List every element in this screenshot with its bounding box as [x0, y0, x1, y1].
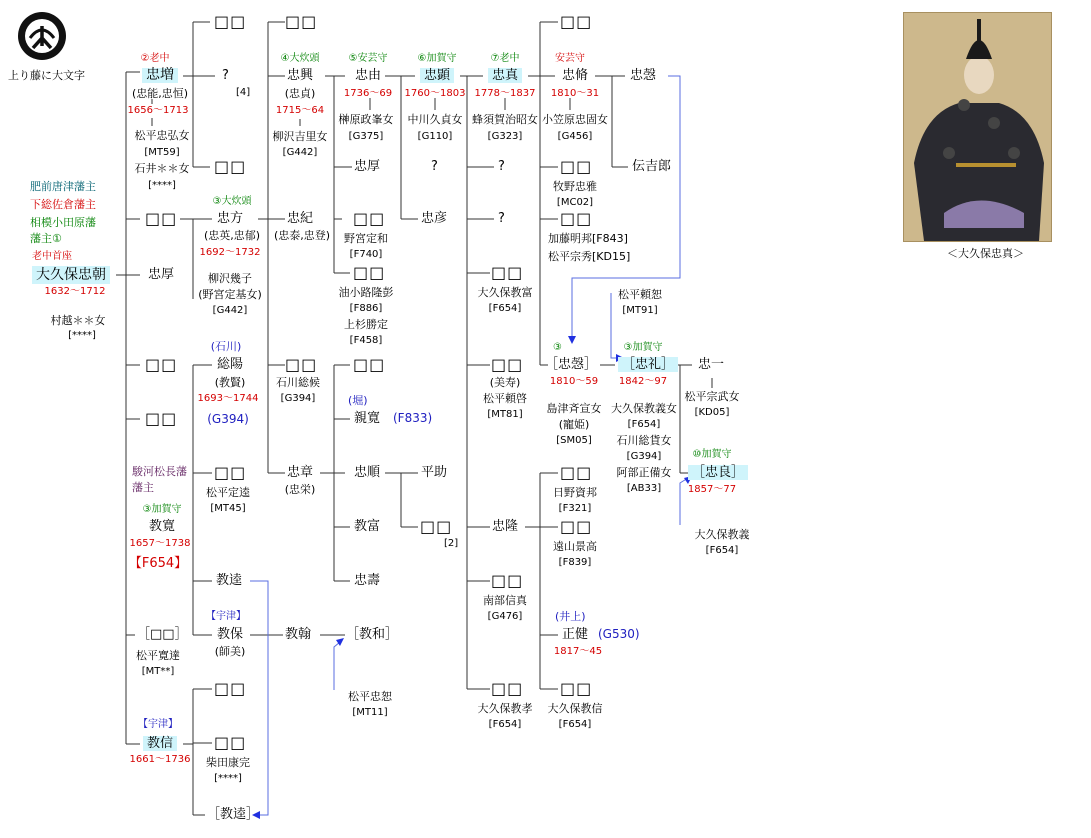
unknown-name: □□ [285, 355, 318, 374]
spouse-ref: [MT45] [210, 503, 246, 514]
spouse-name: 松平宗秀[KD15] [548, 250, 631, 263]
person-name: 忠一 [698, 357, 725, 372]
person-name: ［忠愨］ [545, 357, 598, 372]
unknown-name: □□ [145, 209, 178, 228]
person-title: 安芸守 [555, 53, 585, 64]
person-years: 1656〜1713 [127, 105, 189, 116]
spouse-name: 松平寛達 [136, 649, 180, 662]
person-title: 【宇津】 [138, 719, 178, 730]
crest-caption: 上り藤に大文字 [8, 69, 85, 82]
spouse-ref: [G394] [280, 393, 316, 404]
spouse-name: 石川総候 [276, 376, 320, 389]
domain-label: 駿河松長藩 [132, 465, 187, 478]
person-years: 1810〜31 [550, 88, 600, 99]
spouse-name: 上杉勝定 [344, 318, 388, 331]
person-alias: (師美) [214, 645, 246, 658]
spouse-name: 小笠原忠固女 [542, 113, 608, 126]
person-name: 教翰 [285, 627, 312, 642]
person-title: ⑤安芸守 [348, 53, 388, 64]
person-title: (井上) [555, 610, 586, 623]
person-title: ⑩加賀守 [692, 449, 732, 460]
spouse-ref: [F458] [349, 335, 383, 346]
title-label: 老中首座 [32, 251, 72, 262]
spouse-alias: (寵姫) [558, 418, 590, 431]
person-years: 1736〜69 [343, 88, 393, 99]
person-name: 忠方 [216, 211, 244, 226]
spouse-ref: [MT11] [352, 707, 388, 718]
spouse-ref: [G442] [212, 305, 248, 316]
unknown-name: □□ [560, 12, 593, 31]
domain-label: 相模小田原藩 [30, 216, 96, 229]
spouse-ref: [AB33] [626, 483, 662, 494]
spouse-name: 柴田康完 [206, 756, 250, 769]
person-years: 1842〜97 [618, 376, 668, 387]
unknown-name: □□ [145, 355, 178, 374]
portrait-image [903, 12, 1052, 242]
person-title: ③大炊頭 [212, 196, 252, 207]
person-alias: (美寿) [489, 376, 521, 389]
spouse-ref: [MT81] [487, 409, 523, 420]
spouse-name: 松平忠弘女 [134, 129, 190, 142]
person-years: 1857〜77 [687, 484, 737, 495]
unknown-name: □□ [214, 463, 247, 482]
spouse-name: 松平頼恕 [618, 288, 662, 301]
person-name: 忠厚 [148, 267, 175, 282]
person-name: 忠厚 [354, 159, 381, 174]
domain-label: 下総佐倉藩主 [30, 198, 96, 211]
unknown-name: □□ [353, 355, 386, 374]
crest-icon [17, 8, 67, 64]
unknown-name: □□ [285, 12, 318, 31]
spouse-name: 大久保教義女 [611, 402, 677, 415]
person-title: ③加賀守 [623, 342, 663, 353]
person-name: 忠隆 [492, 519, 519, 534]
spouse-ref: [MT59] [144, 147, 180, 158]
spouse-ref: [MT**] [141, 666, 175, 677]
person-years: 1661〜1736 [129, 754, 191, 765]
spouse-name: 松平定逵 [206, 486, 250, 499]
unknown-name: □□ [491, 355, 524, 374]
spouse-ref: [G110] [417, 131, 453, 142]
person-name: ［教逵］ [207, 807, 260, 822]
spouse-ref: [G323] [487, 131, 523, 142]
spouse-ref: [F654] [627, 419, 661, 430]
spouse-ref: [F740] [349, 249, 383, 260]
unknown-name: □□ [491, 679, 524, 698]
domain-label: 肥前唐津藩主 [30, 180, 96, 193]
spouse-name: 加藤明邦[F843] [548, 232, 628, 245]
unknown-name: □□ [420, 517, 453, 536]
spouse-ref: [G375] [348, 131, 384, 142]
spouse-ref: [****] [148, 180, 176, 191]
spouse-ref: [G476] [487, 611, 523, 622]
unknown-name: □□ [560, 517, 593, 536]
spouse-parent: (野宮定基女) [198, 288, 262, 301]
person-name: 忠順 [354, 465, 381, 480]
person-name: 忠脩 [561, 68, 589, 83]
person-name: 忠愨 [630, 68, 657, 83]
person-name: 親寛 [354, 411, 381, 426]
person-name: 伝吉郎 [632, 159, 672, 174]
person-years: 1817〜45 [553, 646, 603, 657]
person-ref: (G530) [598, 627, 640, 641]
person-name: 教富 [354, 519, 381, 534]
spouse-name: 牧野忠雅 [553, 180, 597, 193]
unknown-name: □□ [145, 409, 178, 428]
person-name: 忠章 [286, 465, 314, 480]
spouse-name: 柳沢幾子 [208, 272, 252, 285]
person-name: ? [222, 68, 229, 83]
person-title: ④大炊頭 [280, 53, 320, 64]
spouse-name: 南部信真 [483, 594, 527, 607]
spouse-ref: [MT91] [622, 305, 658, 316]
spouse-ref: [SM05] [556, 435, 592, 446]
spouse-ref: [MC02] [556, 197, 594, 208]
spouse-ref: [F654] [488, 303, 522, 314]
unknown-name: □□ [560, 679, 593, 698]
spouse-name: 榊原政峯女 [338, 113, 394, 126]
spouse-name: 村越＊＊女 [50, 314, 106, 327]
person-alias: (忠栄) [284, 483, 316, 496]
person-name: 正健 [562, 627, 589, 642]
spouse-name: 蜂須賀治昭女 [472, 113, 538, 126]
spouse-ref: [****] [214, 773, 242, 784]
person-ref: 【F654】 [128, 556, 188, 571]
person-years: 1693〜1744 [197, 393, 259, 404]
spouse-ref: [F654] [558, 719, 592, 730]
portrait-caption: ＜大久保忠真＞ [947, 247, 1024, 260]
unknown-name: □□ [491, 263, 524, 282]
unknown-name: □□ [353, 263, 386, 282]
domain-label: 藩主 [132, 481, 154, 494]
spouse-ref: [F886] [349, 303, 383, 314]
spouse-name: 中川久貞女 [407, 113, 463, 126]
person-ref: [4] [236, 87, 251, 98]
person-name: 忠由 [354, 68, 382, 83]
unknown-name: □□ [560, 209, 593, 228]
spouse-ref: [KD05] [694, 407, 730, 418]
person-name: ［忠良］ [688, 465, 748, 480]
spouse-ref: [G394] [626, 451, 662, 462]
person-years: 1760〜1803 [404, 88, 466, 99]
spouse-name: 島津斉宣女 [546, 402, 602, 415]
person-name: 総陽 [216, 357, 244, 372]
spouse-ref: [F654] [488, 719, 522, 730]
unknown-name: □□ [214, 733, 247, 752]
person-title: ③加賀守 [142, 504, 182, 515]
unknown-name: □□ [491, 571, 524, 590]
spouse-name: 石井＊＊女 [134, 162, 190, 175]
spouse-ref: [G442] [282, 147, 318, 158]
unknown-name: ［□□］ [137, 627, 188, 642]
person-alias: (忠貞) [284, 87, 316, 100]
person-title: ③ [553, 342, 562, 353]
person-years: 1810〜59 [549, 376, 599, 387]
person-title: ②老中 [140, 53, 170, 64]
spouse-ref: [****] [68, 330, 96, 341]
person-years: 1632〜1712 [44, 286, 106, 297]
spouse-name: 松平忠恕 [348, 690, 392, 703]
person-ref: (G394) [207, 412, 249, 426]
spouse-name: 大久保教信 [547, 702, 603, 715]
person-name: ? [431, 159, 438, 174]
spouse-name: 油小路隆彭 [338, 286, 394, 299]
spouse-name: 大久保教富 [477, 286, 533, 299]
spouse-name: 阿部正備女 [616, 466, 672, 479]
person-name: 教信 [143, 736, 177, 751]
person-alias: (忠泰,忠登) [273, 229, 331, 242]
person-alias: (忠能,忠恒) [131, 87, 189, 100]
person-name: ? [498, 159, 505, 174]
person-alias: (忠英,忠郁) [203, 229, 261, 242]
person-years: 1778〜1837 [474, 88, 536, 99]
spouse-name: 日野資邦 [553, 486, 597, 499]
person-name: 忠彦 [421, 211, 448, 226]
spouse-ref: [F839] [558, 557, 592, 568]
unknown-name: □□ [353, 209, 386, 228]
person-name: 忠真 [488, 68, 522, 83]
person-name: 教保 [216, 627, 244, 642]
person-ref: (F833) [393, 411, 433, 425]
person-name: ? [498, 211, 505, 226]
person-years: 1692〜1732 [199, 247, 261, 258]
person-name: 大久保忠朝 [32, 266, 110, 284]
person-title: (堀) [348, 394, 368, 407]
person-name: 忠壽 [354, 573, 381, 588]
person-name: 平助 [421, 465, 448, 480]
spouse-ref: [G456] [557, 131, 593, 142]
spouse-name: 大久保教孝 [477, 702, 533, 715]
spouse-ref: [F321] [558, 503, 592, 514]
person-years: 1657〜1738 [129, 538, 191, 549]
person-name: ［教和］ [346, 627, 399, 642]
spouse-name: 松平頼啓 [483, 392, 527, 405]
person-name: 教寛 [148, 519, 176, 534]
person-name: 忠顕 [420, 68, 454, 83]
spouse-name: 松平宗武女 [684, 390, 740, 403]
person-alias: (教賢) [214, 376, 246, 389]
spouse-name: 野宮定和 [344, 232, 388, 245]
spouse-ref: [F654] [705, 545, 739, 556]
unknown-name: □□ [560, 463, 593, 482]
person-title: ⑥加賀守 [417, 53, 457, 64]
person-name: 忠紀 [286, 211, 314, 226]
unknown-name: □□ [214, 157, 247, 176]
person-title: (石川) [210, 340, 242, 353]
unknown-name: □□ [560, 157, 593, 176]
unknown-name: □□ [214, 679, 247, 698]
person-name: 教逵 [216, 573, 243, 588]
person-title: ⑦老中 [490, 53, 520, 64]
person-title: 【宇津】 [206, 611, 246, 622]
person-name: 忠興 [286, 68, 314, 83]
spouse-name: 大久保教義 [694, 528, 750, 541]
unknown-name: □□ [214, 12, 247, 31]
person-name: 忠増 [142, 68, 178, 83]
person-name: ［忠礼］ [618, 357, 678, 372]
spouse-name: 石川総貨女 [616, 434, 672, 447]
person-ref: [2] [444, 538, 459, 549]
spouse-name: 遠山景高 [553, 540, 597, 553]
person-years: 1715〜64 [275, 105, 325, 116]
domain-label: 藩主① [30, 232, 62, 245]
spouse-name: 柳沢吉里女 [272, 130, 328, 143]
